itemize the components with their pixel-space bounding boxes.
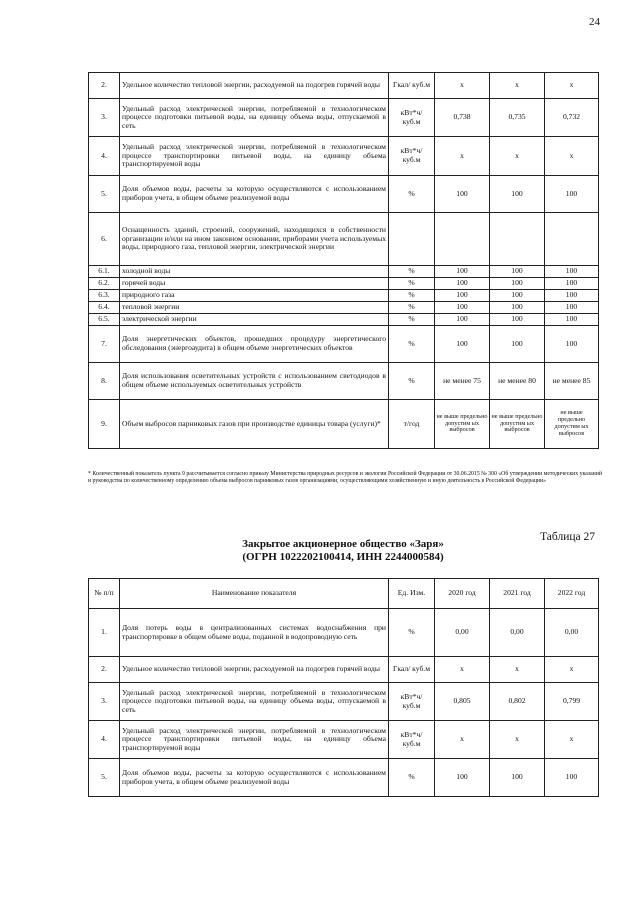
value-2021: 100: [490, 278, 545, 290]
header-unit: Ед. Изм.: [389, 579, 435, 609]
value-2020: 100: [435, 176, 490, 213]
value-2021: [490, 213, 545, 266]
unit-cell: кВт*ч/ куб.м: [389, 683, 435, 721]
table-row: [89, 314, 599, 326]
value-2021: x: [490, 73, 545, 99]
unit-cell: Гкал/ куб.м: [389, 657, 435, 683]
value-2022: 100: [545, 759, 599, 797]
value-2020: [435, 213, 490, 266]
row-number: 6.5.: [89, 314, 120, 326]
footnote: * Количественный показатель пункта 9 рассчитывается согласно приказу Министерства природных ресурсов и экологии Российской Федерации от 30.06.2015 № 300 «Об утверждении методических указаний и руководства по количественному определению объема выбросов парниковых газов организациями, осуществляющими хозяйственную и иную деятельность в Российской Федерации»: [88, 471, 602, 484]
unit-cell: кВт*ч/ куб.м: [389, 137, 435, 176]
value-2021: x: [490, 657, 545, 683]
value-2021: x: [490, 137, 545, 176]
row-number: 6.3.: [89, 290, 120, 302]
value-2021: 100: [490, 176, 545, 213]
indicator-name: Удельный расход электрической энергии, потребляемой в технологическом процессе транспортировки питьевой воды, на единицу объема транспортируемой воды: [120, 721, 389, 759]
table-row: [89, 266, 599, 278]
value-2020: x: [435, 721, 490, 759]
table-row: [89, 213, 599, 266]
table-row: [89, 137, 599, 176]
indicator-name: Удельный расход электрической энергии, потребляемой в технологическом процессе транспортировки питьевой воды, на единицу объема транспортируемой воды: [120, 137, 389, 176]
indicator-name: горячей воды: [120, 278, 389, 290]
unit-cell: Гкал/ куб.м: [389, 73, 435, 99]
table-row: [89, 657, 599, 683]
value-2020: не выше предельно допустим ых выбросов: [435, 400, 490, 449]
header-2021: 2021 год: [490, 579, 545, 609]
value-2021: не менее 80: [490, 363, 545, 400]
unit-cell: т/год: [389, 400, 435, 449]
row-number: 1.: [89, 609, 120, 657]
value-2022: 100: [545, 290, 599, 302]
value-2020: не менее 75: [435, 363, 490, 400]
header-2020: 2020 год: [435, 579, 490, 609]
table-row: [89, 278, 599, 290]
table-row: [89, 99, 599, 137]
indicators-table-27: [88, 578, 599, 797]
table-row: [89, 683, 599, 721]
indicator-name: Удельное количество тепловой энергии, расходуемой на подогрев горячей воды: [120, 657, 389, 683]
table-row: [89, 721, 599, 759]
value-2020: 100: [435, 314, 490, 326]
row-number: 4.: [89, 721, 120, 759]
value-2021: 0,00: [490, 609, 545, 657]
table-header-row: [89, 579, 599, 609]
indicator-name: Объем выбросов парниковых газов при производстве единицы товара (услуги)*: [120, 400, 389, 449]
value-2020: 100: [435, 278, 490, 290]
indicator-name: Доля объемов воды, расчеты за которую осуществляются с использованием приборов учета, в общем объеме реализуемой воды: [120, 176, 389, 213]
row-number: 8.: [89, 363, 120, 400]
indicator-name: Доля потерь воды в централизованных системах водоснабжения при транспортировке в общем объеме воды, поданной в водопроводную сеть: [120, 609, 389, 657]
page-number: 24: [589, 16, 600, 28]
value-2022: x: [545, 137, 599, 176]
value-2020: x: [435, 657, 490, 683]
value-2022: 100: [545, 302, 599, 314]
value-2022: не менее 85: [545, 363, 599, 400]
organization-ids: (ОГРН 1022202100414, ИНН 2244000584): [242, 550, 444, 563]
value-2020: x: [435, 73, 490, 99]
value-2020: 100: [435, 759, 490, 797]
unit-cell: кВт*ч/ куб.м: [389, 721, 435, 759]
value-2022: x: [545, 73, 599, 99]
table-row: [89, 73, 599, 99]
value-2022: 0,732: [545, 99, 599, 137]
value-2022: [545, 213, 599, 266]
indicator-name: холодной воды: [120, 266, 389, 278]
value-2022: x: [545, 657, 599, 683]
value-2021: x: [490, 721, 545, 759]
header-2022: 2022 год: [545, 579, 599, 609]
value-2022: 0,799: [545, 683, 599, 721]
indicator-name: тепловой энергии: [120, 302, 389, 314]
indicator-name: электрической энергии: [120, 314, 389, 326]
value-2022: 100: [545, 278, 599, 290]
row-number: 5.: [89, 759, 120, 797]
value-2022: x: [545, 721, 599, 759]
indicators-table-continued: [88, 72, 599, 449]
table-row: [89, 176, 599, 213]
indicator-name: Удельное количество тепловой энергии, расходуемой на подогрев горячей воды: [120, 73, 389, 99]
row-number: 4.: [89, 137, 120, 176]
unit-cell: %: [389, 326, 435, 363]
row-number: 6.1.: [89, 266, 120, 278]
row-number: 6.2.: [89, 278, 120, 290]
unit-cell: кВт*ч/ куб.м: [389, 99, 435, 137]
row-number: 2.: [89, 73, 120, 99]
value-2021: 100: [490, 266, 545, 278]
unit-cell: %: [389, 176, 435, 213]
row-number: 3.: [89, 99, 120, 137]
value-2021: 100: [490, 290, 545, 302]
indicator-name: природного газа: [120, 290, 389, 302]
value-2022: 100: [545, 326, 599, 363]
unit-cell: [389, 213, 435, 266]
value-2021: 100: [490, 314, 545, 326]
row-number: 7.: [89, 326, 120, 363]
row-number: 6.4.: [89, 302, 120, 314]
value-2021: 100: [490, 326, 545, 363]
table-row: [89, 290, 599, 302]
value-2022: 100: [545, 314, 599, 326]
unit-cell: %: [389, 609, 435, 657]
value-2022: 0,00: [545, 609, 599, 657]
unit-cell: %: [389, 759, 435, 797]
value-2020: 0,00: [435, 609, 490, 657]
unit-cell: %: [389, 266, 435, 278]
table-row: [89, 302, 599, 314]
table-row: [89, 400, 599, 449]
unit-cell: %: [389, 290, 435, 302]
indicator-name: Доля энергетических объектов, прошедших процедуру энергетического обследования (энергоаудита) в общем объеме энергетических объектов: [120, 326, 389, 363]
table-row: [89, 759, 599, 797]
value-2020: x: [435, 137, 490, 176]
value-2021: 100: [490, 759, 545, 797]
indicator-name: Оснащенность зданий, строений, сооружений, находящихся в собственности организации и/или на ином законном основании, приборами учета используемых воды, природного газа, тепловой энергии, электрической энергии: [120, 213, 389, 266]
value-2021: 0,802: [490, 683, 545, 721]
table-row: [89, 363, 599, 400]
row-number: 3.: [89, 683, 120, 721]
indicator-name: Доля использования осветительных устройств с использованием светодиодов в общем объеме используемых осветительных устройств: [120, 363, 389, 400]
organization-heading: [88, 538, 598, 563]
value-2022: 100: [545, 266, 599, 278]
value-2020: 100: [435, 290, 490, 302]
table-row: [89, 609, 599, 657]
value-2022: 100: [545, 176, 599, 213]
table-row: [89, 326, 599, 363]
header-name: Наименование показателя: [120, 579, 389, 609]
unit-cell: %: [389, 314, 435, 326]
indicator-name: Доля объемов воды, расчеты за которую осуществляются с использованием приборов учета, в общем объеме реализуемой воды: [120, 759, 389, 797]
organization-name: Закрытое акционерное общество «Заря»: [242, 538, 444, 550]
value-2022: не выше предельно допустим ых выбросов: [545, 400, 599, 449]
unit-cell: %: [389, 302, 435, 314]
unit-cell: %: [389, 363, 435, 400]
indicator-name: Удельный расход электрической энергии, потребляемой в технологическом процессе подготовки питьевой воды, на единицу объема воды, отпускаемой в сеть: [120, 683, 389, 721]
header-num: № п/п: [89, 579, 120, 609]
table-label: Таблица 27: [540, 531, 595, 543]
value-2020: 0,738: [435, 99, 490, 137]
value-2020: 0,805: [435, 683, 490, 721]
row-number: 2.: [89, 657, 120, 683]
row-number: 5.: [89, 176, 120, 213]
row-number: 9.: [89, 400, 120, 449]
value-2020: 100: [435, 266, 490, 278]
value-2021: не выше предельно допустим ых выбросов: [490, 400, 545, 449]
value-2020: 100: [435, 326, 490, 363]
value-2020: 100: [435, 302, 490, 314]
indicator-name: Удельный расход электрической энергии, потребляемой в технологическом процессе подготовки питьевой воды, на единицу объема воды, отпускаемой в сеть: [120, 99, 389, 137]
value-2021: 100: [490, 302, 545, 314]
value-2021: 0,735: [490, 99, 545, 137]
row-number: 6.: [89, 213, 120, 266]
unit-cell: %: [389, 278, 435, 290]
